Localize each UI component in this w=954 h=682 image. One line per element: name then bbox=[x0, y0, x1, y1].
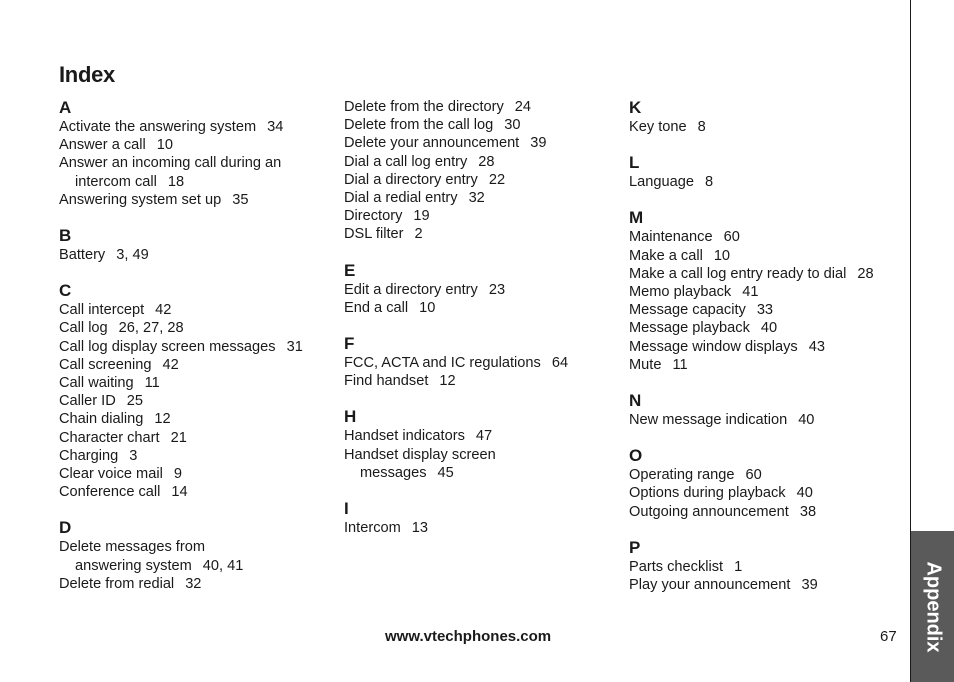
index-section-d bbox=[59, 518, 329, 593]
index-entry bbox=[344, 134, 614, 152]
entry-page-numbers: 32 bbox=[185, 575, 202, 592]
section-letter: D bbox=[59, 518, 72, 538]
entry-text: FCC, ACTA and IC regulations bbox=[344, 355, 541, 372]
entry-page-numbers: 32 bbox=[468, 190, 485, 207]
entry-page-numbers: 8 bbox=[704, 174, 714, 191]
entry-page-numbers: 40 bbox=[760, 320, 778, 337]
entry-page-numbers: 47 bbox=[475, 428, 493, 445]
index-section-a bbox=[59, 98, 329, 209]
entry-page-numbers: 42 bbox=[155, 302, 172, 319]
entry-page-numbers: 23 bbox=[488, 281, 506, 298]
index-section-n bbox=[629, 391, 899, 429]
index-section-k bbox=[629, 98, 899, 136]
index-entry bbox=[344, 446, 614, 482]
section-letter: L bbox=[629, 153, 640, 173]
entry-text: Battery bbox=[59, 247, 106, 264]
entry-page-numbers: 26, 27, 28 bbox=[118, 320, 184, 337]
section-letter: M bbox=[629, 208, 644, 228]
entry-page-numbers: 60 bbox=[745, 467, 762, 484]
index-entry bbox=[59, 374, 329, 392]
section-letter: H bbox=[344, 407, 357, 427]
section-letter: B bbox=[59, 226, 72, 246]
index-column-3 bbox=[629, 98, 899, 611]
entry-text: Delete from redial bbox=[59, 575, 175, 592]
entry-page-numbers: 42 bbox=[162, 356, 179, 373]
index-entry bbox=[629, 265, 899, 283]
entry-text: Language bbox=[629, 174, 694, 191]
index-entry bbox=[344, 372, 614, 390]
index-section-b bbox=[59, 226, 329, 264]
entry-text: Make a call bbox=[629, 247, 703, 264]
index-entry bbox=[59, 319, 329, 337]
entry-page-numbers: 3, 49 bbox=[116, 247, 149, 264]
entry-page-numbers: 60 bbox=[723, 229, 740, 246]
section-letter: O bbox=[629, 446, 643, 466]
index-entry bbox=[59, 136, 329, 154]
index-section-i bbox=[344, 499, 614, 537]
index-entry bbox=[344, 171, 614, 189]
entry-text: Answer an incoming call during an bbox=[59, 155, 282, 172]
index-section-c bbox=[59, 281, 329, 501]
entry-text: Conference call bbox=[59, 484, 161, 501]
entry-text: Operating range bbox=[629, 467, 735, 484]
entry-text: DSL filter bbox=[344, 226, 404, 243]
entry-continuation bbox=[59, 557, 329, 575]
entry-page-numbers: 45 bbox=[437, 464, 454, 481]
entry-text: Delete your announcement bbox=[344, 135, 520, 152]
page-number: 67 bbox=[880, 628, 897, 645]
section-letter: P bbox=[629, 537, 641, 557]
index-entry bbox=[59, 191, 329, 209]
index-entry bbox=[344, 207, 614, 225]
entry-page-numbers: 39 bbox=[530, 135, 547, 152]
entry-page-numbers: 25 bbox=[126, 393, 143, 410]
index-entry bbox=[59, 447, 329, 465]
entry-text: Dial a directory entry bbox=[344, 171, 478, 188]
index-column-2 bbox=[344, 98, 614, 554]
entry-page-numbers: 1 bbox=[734, 558, 743, 575]
entry-page-numbers: 10 bbox=[156, 137, 174, 154]
index-entry bbox=[59, 338, 329, 356]
entry-text: Message playback bbox=[629, 320, 750, 337]
index-entry bbox=[629, 576, 899, 594]
entry-page-numbers: 40 bbox=[798, 412, 815, 429]
index-column-1 bbox=[59, 98, 329, 610]
entry-continuation-text: answering system bbox=[75, 557, 192, 574]
index-entry bbox=[629, 118, 899, 136]
index-entry bbox=[629, 503, 899, 521]
index-entry bbox=[629, 228, 899, 246]
index-entry bbox=[344, 225, 614, 243]
entry-text: Chain dialing bbox=[59, 411, 144, 428]
index-section-d-continued bbox=[344, 98, 614, 244]
entry-text: Activate the answering system bbox=[59, 119, 257, 135]
entry-page-numbers: 28 bbox=[857, 265, 874, 282]
index-entry bbox=[59, 118, 329, 136]
entry-text: Mute bbox=[629, 356, 662, 373]
entry-text: Parts checklist bbox=[629, 558, 724, 575]
entry-page-numbers: 41 bbox=[742, 284, 759, 301]
entry-page-numbers: 33 bbox=[756, 302, 774, 319]
entry-page-numbers: 10 bbox=[713, 247, 731, 264]
entry-text: Message capacity bbox=[629, 302, 746, 319]
entry-page-numbers: 31 bbox=[286, 338, 303, 355]
entry-text: Clear voice mail bbox=[59, 466, 163, 483]
entry-page-numbers: 64 bbox=[551, 355, 569, 372]
section-letter: K bbox=[629, 98, 642, 117]
entry-text: Memo playback bbox=[629, 284, 732, 301]
entry-text: Key tone bbox=[629, 119, 687, 135]
entry-text: Make a call log entry ready to dial bbox=[629, 265, 847, 282]
entry-page-numbers: 39 bbox=[801, 577, 818, 594]
entry-text: Dial a redial entry bbox=[344, 190, 458, 207]
index-entry bbox=[59, 429, 329, 447]
entry-page-numbers: 8 bbox=[697, 119, 706, 135]
entry-page-numbers: 38 bbox=[799, 503, 817, 520]
index-entry bbox=[629, 301, 899, 319]
index-entry bbox=[344, 153, 614, 171]
index-section-o bbox=[629, 446, 899, 521]
entry-continuation-text: messages bbox=[360, 464, 427, 481]
entry-page-numbers: 14 bbox=[171, 484, 188, 501]
index-entry bbox=[629, 247, 899, 265]
index-entry bbox=[344, 98, 614, 116]
entry-text: Maintenance bbox=[629, 229, 713, 246]
entry-page-numbers: 40, 41 bbox=[202, 557, 244, 574]
index-section-f bbox=[344, 334, 614, 390]
section-letter: I bbox=[344, 499, 349, 519]
entry-page-numbers: 24 bbox=[514, 99, 532, 115]
index-entry bbox=[629, 283, 899, 301]
entry-text: Character chart bbox=[59, 429, 160, 446]
entry-text: Handset display screen bbox=[344, 446, 496, 463]
entry-text: Caller ID bbox=[59, 393, 116, 410]
entry-page-numbers: 22 bbox=[488, 171, 506, 188]
index-entry bbox=[629, 173, 899, 191]
entry-page-numbers: 21 bbox=[170, 429, 187, 446]
index-entry bbox=[629, 558, 899, 576]
entry-text: Call log display screen messages bbox=[59, 338, 276, 355]
index-entry bbox=[59, 154, 329, 190]
entry-continuation-text: intercom call bbox=[75, 173, 157, 190]
entry-page-numbers: 2 bbox=[414, 226, 423, 243]
index-entry bbox=[629, 484, 899, 502]
index-entry bbox=[629, 338, 899, 356]
entry-text: Directory bbox=[344, 208, 403, 225]
index-entry bbox=[344, 354, 614, 372]
entry-text: Delete from the directory bbox=[344, 99, 504, 115]
section-letter: F bbox=[344, 334, 355, 354]
entry-page-numbers: 11 bbox=[672, 356, 688, 373]
index-entry bbox=[59, 356, 329, 374]
index-entry bbox=[629, 319, 899, 337]
index-entry bbox=[344, 299, 614, 317]
entry-text: Charging bbox=[59, 447, 119, 464]
index-entry bbox=[629, 411, 899, 429]
entry-page-numbers: 18 bbox=[167, 173, 185, 190]
index-entry bbox=[629, 466, 899, 484]
index-section-h bbox=[344, 407, 614, 482]
entry-text: Call screening bbox=[59, 356, 152, 373]
entry-page-numbers: 11 bbox=[144, 375, 160, 392]
index-entry bbox=[59, 483, 329, 501]
index-section-l bbox=[629, 153, 899, 191]
index-section-m bbox=[629, 208, 899, 374]
entry-text: End a call bbox=[344, 299, 409, 316]
entry-text: Answering system set up bbox=[59, 191, 222, 208]
entry-text: Options during playback bbox=[629, 485, 786, 502]
entry-page-numbers: 28 bbox=[478, 153, 495, 170]
index-entry bbox=[59, 465, 329, 483]
entry-page-numbers: 3 bbox=[129, 447, 138, 464]
entry-page-numbers: 12 bbox=[439, 373, 456, 390]
entry-continuation bbox=[344, 464, 614, 482]
entry-text: Outgoing announcement bbox=[629, 503, 789, 520]
index-entry bbox=[59, 392, 329, 410]
section-letter: A bbox=[59, 98, 72, 117]
entry-page-numbers: 43 bbox=[808, 338, 825, 355]
section-letter: N bbox=[629, 391, 642, 411]
index-entry bbox=[59, 538, 329, 574]
appendix-tab bbox=[911, 531, 954, 682]
index-section-p bbox=[629, 538, 899, 594]
index-entry bbox=[59, 575, 329, 593]
index-entry bbox=[344, 427, 614, 445]
index-section-e bbox=[344, 261, 614, 317]
index-entry bbox=[344, 116, 614, 134]
section-letter: E bbox=[344, 260, 356, 280]
entry-text: Call log bbox=[59, 320, 108, 337]
entry-page-numbers: 40 bbox=[796, 485, 813, 502]
entry-text: New message indication bbox=[629, 412, 788, 429]
entry-page-numbers: 13 bbox=[411, 520, 429, 537]
index-entry bbox=[59, 410, 329, 428]
entry-text: Find handset bbox=[344, 373, 429, 390]
entry-page-numbers: 34 bbox=[267, 119, 284, 135]
entry-text: Handset indicators bbox=[344, 428, 465, 445]
entry-text: Delete messages from bbox=[59, 539, 205, 556]
entry-text: Intercom bbox=[344, 520, 401, 537]
entry-text: Edit a directory entry bbox=[344, 281, 478, 298]
page-title: Index bbox=[59, 62, 115, 87]
entry-page-numbers: 10 bbox=[419, 299, 436, 316]
index-entry bbox=[59, 301, 329, 319]
entry-text: Answer a call bbox=[59, 137, 146, 154]
index-entry bbox=[629, 356, 899, 374]
index-entry bbox=[59, 246, 329, 264]
appendix-tab-label: Appendix bbox=[922, 560, 944, 653]
entry-text: Call intercept bbox=[59, 302, 145, 319]
entry-page-numbers: 9 bbox=[173, 466, 182, 483]
entry-text: Delete from the call log bbox=[344, 117, 494, 134]
entry-page-numbers: 19 bbox=[413, 208, 430, 225]
entry-text: Play your announcement bbox=[629, 577, 791, 594]
entry-continuation bbox=[59, 173, 329, 191]
footer-url: www.vtechphones.com bbox=[385, 628, 552, 645]
entry-page-numbers: 12 bbox=[154, 411, 171, 428]
index-entry bbox=[344, 519, 614, 537]
entry-page-numbers: 35 bbox=[232, 191, 249, 208]
entry-page-numbers: 30 bbox=[504, 117, 521, 134]
section-letter: C bbox=[59, 281, 72, 301]
index-entry bbox=[344, 281, 614, 299]
index-entry bbox=[344, 189, 614, 207]
entry-text: Message window displays bbox=[629, 338, 798, 355]
entry-text: Call waiting bbox=[59, 375, 134, 392]
entry-text: Dial a call log entry bbox=[344, 153, 468, 170]
